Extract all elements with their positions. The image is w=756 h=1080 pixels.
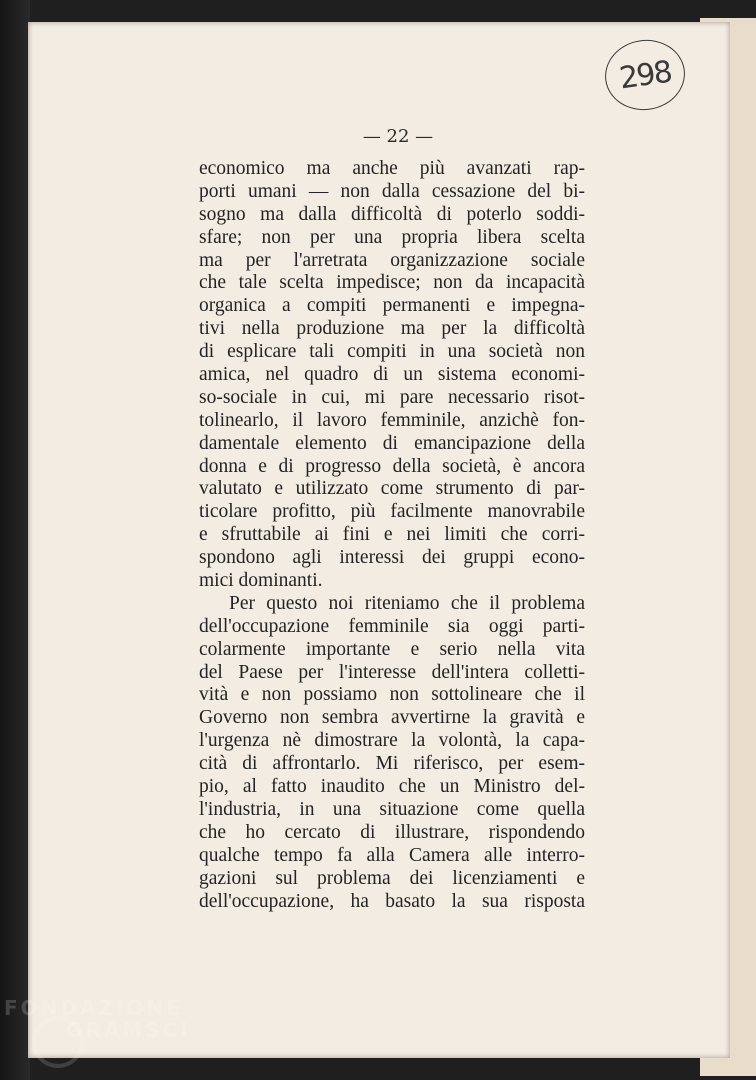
text-line: dell'occupazione, ha basato la sua risposta	[199, 890, 585, 912]
text-line: Governo non sembra avvertirne la gravità e	[199, 707, 585, 729]
text-line: dell'occupazione femminile sia oggi parti-	[199, 615, 585, 637]
text-line: tivi nella produzione ma per la difficoltà	[199, 318, 585, 340]
text-line: mici dominanti.	[199, 570, 323, 592]
text-line: che tale scelta impedisce; non da incapacità	[199, 272, 585, 294]
text-line: l'industria, in una situazione come quella	[199, 798, 585, 820]
text-line: organica a compiti permanenti e impegna-	[199, 295, 585, 317]
text-line: colarmente importante e serio nella vita	[199, 638, 585, 660]
text-line: pio, al fatto inaudito che un Ministro del-	[199, 776, 585, 798]
text-line: Per questo noi riteniamo che il problema	[229, 592, 585, 614]
text-line: damentale elemento di emancipazione della	[199, 432, 585, 454]
body-text	[199, 158, 585, 913]
text-line: porti umani — non dalla cessazione del bi-	[199, 180, 585, 202]
text-line: economico ma anche più avanzati rap-	[199, 158, 585, 179]
text-line: qualche tempo fa alla Camera alle interro-	[199, 844, 585, 866]
text-line: sogno ma dalla difficoltà di poterlo soddi-	[199, 203, 585, 225]
text-line: amica, nel quadro di un sistema economi-	[199, 364, 585, 386]
text-line: ma per l'arretrata organizzazione sociale	[199, 249, 585, 271]
text-line: gazioni sul problema dei licenziamenti e	[199, 867, 585, 889]
text-line: l'urgenza nè dimostrare la volontà, la capa-	[199, 730, 585, 752]
page-number: — 22 —	[362, 126, 434, 147]
text-line: valutato e utilizzato come strumento di par-	[199, 478, 585, 500]
text-line: donna e di progresso della società, è ancora	[199, 455, 585, 477]
text-line: cità di affrontarlo. Mi riferisco, per esem-	[199, 753, 585, 775]
text-line: e sfruttabile ai fini e nei limiti che corri-	[199, 524, 585, 546]
stamp-number: 298	[617, 54, 673, 96]
watermark-line-1: FONDAZIONE	[4, 996, 183, 1020]
scan-backdrop	[0, 0, 30, 1080]
text-line: so-sociale in cui, mi pare necessario risot-	[199, 386, 585, 408]
text-line: che ho cercato di illustrare, rispondendo	[199, 821, 585, 843]
text-line: del Paese per l'interesse dell'intera colletti-	[199, 661, 585, 683]
fondazione-gramsci-watermark	[4, 996, 194, 1076]
text-line: di esplicare tali compiti in una società non	[199, 341, 585, 363]
text-line: sfare; non per una propria libera scelta	[199, 226, 585, 248]
text-line: ticolare profitto, più facilmente manovrabile	[199, 501, 585, 523]
text-line: vità e non possiamo non sottolineare che il	[199, 684, 585, 706]
text-line: spondono agli interessi dei gruppi econo-	[199, 547, 585, 569]
watermark-line-2: GRAMSCI	[66, 1018, 191, 1042]
text-line: tolinearlo, il lavoro femminile, anzichè fon-	[199, 409, 585, 431]
